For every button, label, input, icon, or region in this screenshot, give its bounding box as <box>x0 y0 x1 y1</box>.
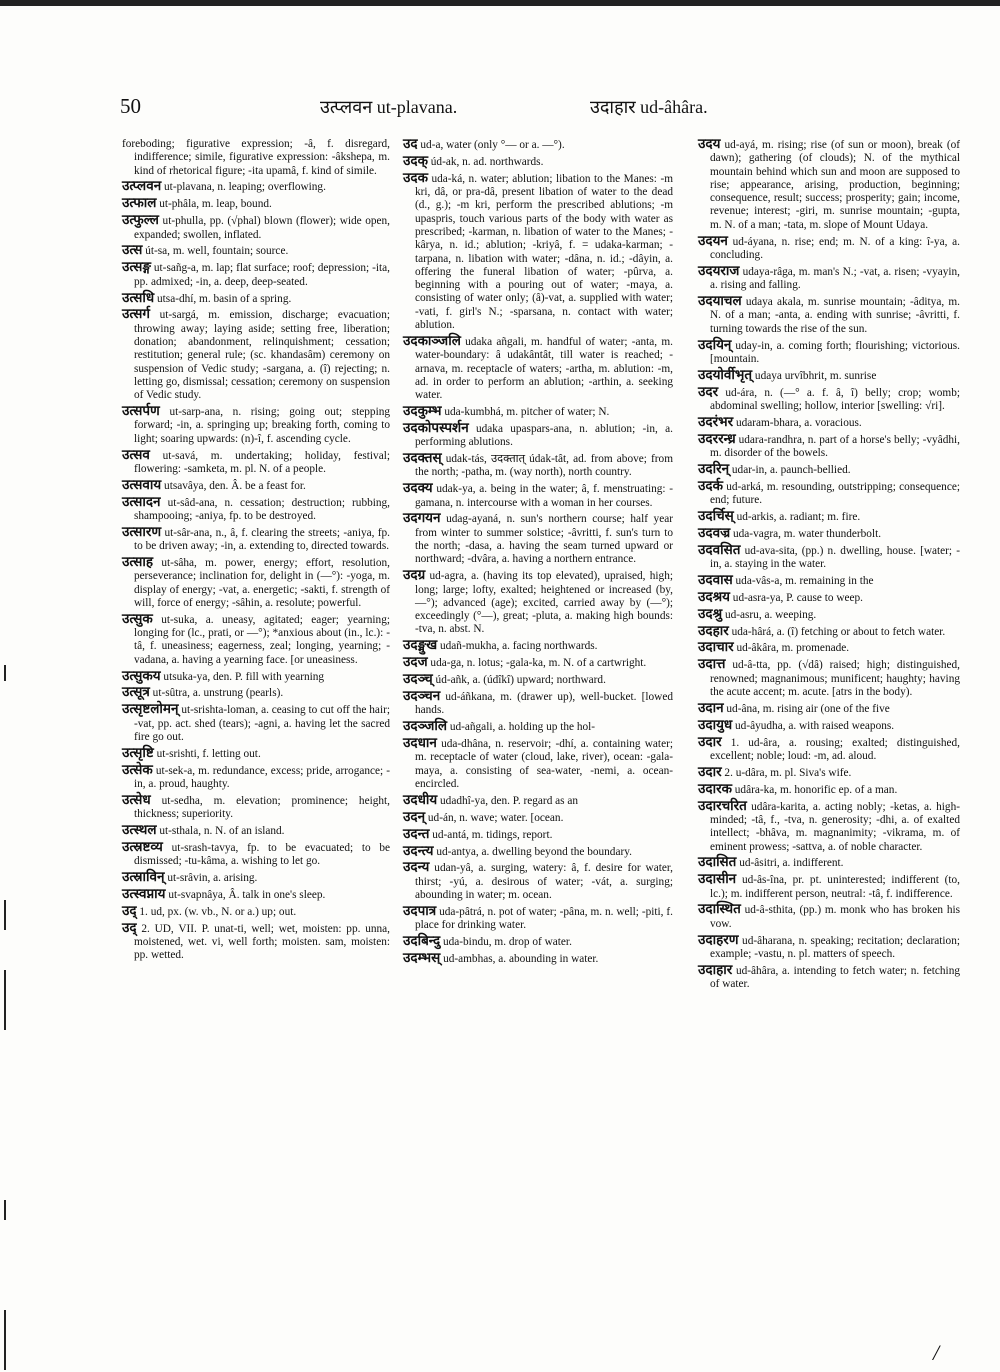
headword-devanagari: उत्प्लवन <box>122 178 162 195</box>
entry-text: ut-phâla, m. leap, bound. <box>159 198 272 211</box>
headword-devanagari: उदश्रय <box>698 588 730 605</box>
dictionary-entry <box>403 169 674 333</box>
entry-text: ut-sañg-a, m. lap; flat surface; roof; depression; -ita, pp. admixed; -in, a. deep, deep-seated. <box>134 262 390 288</box>
right-guide-word: उदाहार ud-âhâra. <box>590 97 708 117</box>
entry-text: uda-kumbhá, m. pitcher of water; N. <box>444 406 610 419</box>
headword-devanagari: उदङ्मुख <box>403 637 438 654</box>
entry-text: 1. ud-âra, a. rousing; exalted; distinguished, excellent; noble; loud: -m, ad. aloud. <box>710 736 960 762</box>
headword-devanagari: उदाचार <box>698 639 734 656</box>
entry-text: ud-â-tta, pp. (√dâ) raised; high; distinguished, renowned; magnanimous; munificent; haughty; having the acute accent; m. acute. [atrs in the body). <box>710 659 960 698</box>
headword-devanagari: उदार <box>698 733 722 750</box>
headword-devanagari: उदर्क <box>698 477 723 494</box>
dictionary-entry <box>403 569 673 636</box>
dictionary-entry <box>122 686 390 700</box>
entry-text: 1. ud, px. (w. vb., N. or a.) up; out. <box>139 905 297 918</box>
entry-text: ut-srishta-loman, a. ceasing to cut off the hair; -vat, pp. act. shed (tears); -agni, a. having let the sacred fire go out. <box>134 704 390 743</box>
entry-text: ut-plavana, n. leaping; overflowing. <box>164 181 326 194</box>
entry-text: udara-randhra, n. part of a horse's belly; -vyâdhi, m. disorder of the bowels. <box>710 433 960 459</box>
headword-devanagari: उत्सादन <box>122 493 161 510</box>
dictionary-entry <box>122 405 390 446</box>
entry-text: uda-vagra, m. water thunderbolt. <box>733 527 882 540</box>
headword-devanagari: उदयन <box>698 232 728 249</box>
entry-text: ut-sek-a, m. redundance, excess; pride, arrogance; -in, a. proud, haughty. <box>134 764 391 791</box>
dictionary-entry <box>698 524 960 541</box>
headword-devanagari: उदग्र <box>403 567 426 584</box>
entry-text: udaya akala, m. sunrise mountain; -âditya, m. N. of a man; -anta, a. ending with sunrise; -âvritti, f. turning towards the rise of the sun. <box>710 296 960 335</box>
headword-devanagari: उदन्त्य <box>403 842 434 859</box>
entry-text: ud-âs-îna, pr. pt. uninterested; indifferent (to, lc.); m. indifferent person, neutral: -tâ, f. indifference. <box>710 874 960 900</box>
dictionary-entry <box>403 808 673 825</box>
entry-text: udar-in, a. paunch-bellied. <box>731 463 851 476</box>
headword-devanagari: उदबिन्दु <box>403 933 441 950</box>
entry-text: út-sa, m. well, fountain; source. <box>145 245 289 258</box>
headword-devanagari: उदहार <box>698 622 729 639</box>
headword-devanagari: उदकाञ्जलि <box>403 332 461 349</box>
headword-devanagari: उत्स्राविन् <box>122 869 165 886</box>
dictionary-entry <box>698 460 960 477</box>
dictionary-entry <box>403 482 673 510</box>
dictionary-entry <box>403 639 673 653</box>
headword-devanagari: उदञ्च् <box>403 671 433 688</box>
dictionary-entry <box>698 507 960 524</box>
entry-text: ut-sâr-ana, n., â, f. clearing the streets; -aniya, fp. to be driven away; -in, a. extending to, directed towards. <box>134 526 390 553</box>
headword-devanagari: उदायुध <box>698 716 733 733</box>
dictionary-entry <box>403 720 673 734</box>
entry-text: uda-pâtrá, n. pot of water; -pâna, m. n. well; -piti, f. place for drinking water. <box>415 905 673 932</box>
column-2 <box>403 138 673 969</box>
headword-devanagari: उत्स्वप्नाय <box>122 886 166 903</box>
headword-devanagari: उदाहरण <box>698 931 739 948</box>
headword-devanagari: उदकुम्भ <box>403 403 442 420</box>
dictionary-entry <box>122 244 390 258</box>
dictionary-entry <box>698 366 960 383</box>
entry-text: ud-â-sthita, (pp.) m. monk who has broken his vow. <box>710 904 960 930</box>
entry-text: udâra-karita, a. acting nobly; -ketas, a. high-minded; -tâ, f., -tva, n. generosity; -dhi, a. of exalted intellect; -bhâva, m. magnanimity; -vikrama, m. of eminent prowess; -sattva, a. of noble character. <box>710 800 960 853</box>
dictionary-entry <box>122 523 390 554</box>
headword-devanagari: उत्सव <box>122 446 150 463</box>
entry-text: úd-añk, a. (údîkî) upward; northward. <box>435 674 606 687</box>
entry-text: udadhî-ya, den. P. regard as an <box>440 794 579 807</box>
headword-devanagari: उदक्तस् <box>403 450 442 467</box>
entry-text: 2. UD, VII. P. unat-ti, well; wet, moisten: pp. unna, moistened, wet. vi, well forth; moisten. sam, moisten: pp. wetted. <box>134 922 390 962</box>
dictionary-entry <box>698 430 960 461</box>
headword-devanagari: उदधीय <box>403 791 438 808</box>
dictionary-entry <box>698 605 960 622</box>
headword-devanagari: उद् <box>122 902 137 919</box>
headword-devanagari: उत्स्रष्टव्य <box>122 839 163 856</box>
dictionary-entry <box>403 791 673 808</box>
headword-devanagari: उदधान <box>403 735 437 752</box>
dictionary-entry <box>403 935 673 949</box>
headword-devanagari: उत्सृष्टि <box>122 744 154 761</box>
entry-text: ut-sarp-ana, n. rising; going out; stepping forward; -in, a. springing up; breaking forth, coming to light; soaring upwards: (n)-î, f. ascending cycle. <box>134 406 391 445</box>
entry-text: udan-yâ, a. surging, watery: â, f. desire for water, thirst; -yú, a. desirous of water; -vát, a. surging; abounding in water; m. ocean. <box>415 862 673 902</box>
dictionary-entry <box>122 761 391 792</box>
dictionary-entry <box>403 332 673 402</box>
entry-text: ut-svapnâya, Â. talk in one's sleep. <box>168 889 326 902</box>
entry-text: udag-ayaná, n. sun's northern course; half year from winter to summer solstice; -âvritti, f. sun's turn to the north; -dasa, a. having the seam turned upward or northward; -dvâra, a. having a northern entrance. <box>415 513 673 566</box>
entry-text: udaka upaspars-ana, n. ablution; -in, a. performing ablutions. <box>415 422 673 449</box>
dictionary-entry <box>122 744 390 761</box>
entry-text: ut-sthala, n. N. of an island. <box>159 825 285 838</box>
headword-devanagari: उदक <box>403 169 428 186</box>
dictionary-entry <box>698 138 960 232</box>
headword-devanagari: उदान <box>698 699 724 716</box>
dictionary-entry <box>698 716 960 733</box>
headword-devanagari: उदारक <box>698 780 732 797</box>
headword-devanagari: उदास्थित <box>698 901 741 918</box>
top-rule <box>0 0 1000 6</box>
headword-devanagari: उत्सूत्र <box>122 684 150 701</box>
dictionary-entry <box>403 825 673 842</box>
headword-devanagari: उदज <box>403 654 428 671</box>
dictionary-entry <box>698 641 960 655</box>
entry-text: ud-áñkana, m. (drawer up), well-bucket. [lowed hands. <box>415 691 674 717</box>
headword-devanagari: उत्सधि <box>122 289 155 306</box>
dictionary-entry <box>122 493 390 524</box>
dictionary-entry <box>698 383 961 414</box>
dictionary-entry <box>698 763 960 780</box>
dictionary-entry <box>698 336 961 367</box>
headword-devanagari: उत्सेध <box>122 791 151 808</box>
entry-text: udaka añgali, m. handful of water; -anta, m. water-boundary: â udakântât, till water is reached; -arnava, m. receptacle of waters; -artha, m. ablution: -m, ad. in order to perform an ablution; -arthin, a. seeking water. <box>415 335 673 402</box>
dictionary-entry <box>403 138 673 152</box>
dictionary-entry <box>403 656 673 670</box>
headword-devanagari: उदवसित <box>698 541 741 558</box>
entry-text: ud-âharana, n. speaking; recitation; declaration; example; -vastu, n. pl. matters of speech. <box>710 934 960 960</box>
dictionary-entry <box>698 961 960 992</box>
dictionary-entry <box>122 261 390 289</box>
dictionary-entry <box>122 791 390 822</box>
dictionary-entry <box>403 861 673 902</box>
headword-devanagari: उदय <box>698 136 721 152</box>
entry-text: ud-ava-sita, (pp.) n. dwelling, house. [water; -in, a. staying in the water. <box>710 544 960 571</box>
dictionary-entry <box>122 180 390 194</box>
headword-devanagari: उदरिन् <box>698 460 730 477</box>
entry-text: utsavâya, den. Â. be a feast for. <box>164 479 306 492</box>
entry-text: ud-a, water (only °— or a. —°). <box>420 139 565 151</box>
entry-text: ut-sargá, m. emission, discharge; evacuation; throwing away; laying aside; setting free, liberation; donation; abandonment, relinquishment; cessation; restitution; general rule; (sc. khandasâm) ceremony on suspension of Vedic study; -sargana, a. (î) rejecting; n. letting go, dismissal; cessation; ceremony on suspension of Vedic study. <box>134 309 390 402</box>
dictionary-entry <box>403 842 673 859</box>
dictionary-entry <box>698 477 960 508</box>
entry-text: udaram-bhara, a. voracious. <box>735 416 862 429</box>
dictionary-entry <box>403 512 673 566</box>
dictionary-entry <box>122 841 390 869</box>
entry-text: uday-in, a. coming forth; flourishing; victorious. [mountain. <box>710 339 961 365</box>
headword-devanagari: उदकोपस्पर्शन <box>403 419 469 436</box>
headword-devanagari: उदयिन् <box>698 336 732 353</box>
headword-devanagari: उदर्चिस् <box>698 507 734 524</box>
entry-text: ud-ambhas, a. abounding in water. <box>443 952 599 965</box>
page-header <box>120 94 780 124</box>
entry-text: ut-suka, a. uneasy, agitated; eager; yearning; longing for (lc., prati, or —°); *anxious about (in., lc.): -tâ, f. uneasiness; eagerness, zeal; longing, yearning; -vadana, a. having a yearning face. [or uneasiness. <box>134 613 390 666</box>
headword-devanagari: उदगयन <box>403 510 441 527</box>
dictionary-entry <box>403 405 673 419</box>
entry-text: uda-ká, n. water; ablution; libation to the Manes: -m kri, dâ, or pra-dâ, present libation of water to the dead (d., g.); -m kri, perform the prescribed ablutions; -m upaspris, touch various parts of the body with water as prescribed; -karman, n. libation of water to the Manes; -kârya, n. id.; ablution; -kriyâ, f. = udaka-karman; -tarpana, n. libation with water; -dâna, n. id.; -dâyin, a. offering the funeral libation of water; -pûrva, a. beginning with a pouring out of water; -maya, a. consisting of water only; (â)-vat, a. supplied with water; -vati, f. girl's N.; -sparsana, n. contact with water; ablution. <box>415 172 674 332</box>
column-1 <box>122 138 390 965</box>
headword-devanagari: उदवास <box>698 571 733 588</box>
entry-text: ut-srâvin, a. arising. <box>167 872 258 885</box>
entry-text: udak-ya, a. being in the water; â, f. menstruating: -gamana, n. intercourse with a woman in her courses. <box>415 483 674 509</box>
dictionary-entry <box>403 737 673 791</box>
dictionary-entry <box>698 232 960 263</box>
entry-text: udaya urvîbhrit, m. sunrise <box>754 369 877 382</box>
headword-devanagari: उत्सर्पण <box>122 403 160 420</box>
dictionary-entry <box>403 949 673 966</box>
entry-text: ud-áyana, n. rise; end; m. N. of a king: î-ya, a. concluding. <box>710 235 960 261</box>
entry-text: ut-sedha, m. elevation; prominence; height, thickness; superiority. <box>134 794 390 821</box>
headword-devanagari: उदन् <box>403 808 426 825</box>
dictionary-entry <box>403 452 673 480</box>
headword-devanagari: उत्फाल <box>122 195 157 212</box>
entry-text: udâra-ka, m. honorific ep. of a man. <box>734 783 898 796</box>
dictionary-entry <box>403 902 673 933</box>
entry-text: ud-agra, a. (having its top elevated), upraised, high; long; large; lofty, exalted; heightened or increased (by, —°); advanced (age); excited, carried away by (—°); exceedingly (°—), great; -pluta, a. making high bounds: -tva, n. abst. N. <box>415 570 673 636</box>
dictionary-entry <box>122 919 390 963</box>
entry-text: ut-srash-tavya, fp. to be evacuated; to be dismissed; -tu-kâma, a. wishing to let go. <box>134 842 390 868</box>
dictionary-entry <box>698 797 960 854</box>
headword-devanagari: उदक्य <box>403 480 433 497</box>
entry-text: udañ-mukha, a. facing northwards. <box>439 640 598 653</box>
headword-devanagari: उदात्त <box>698 656 726 673</box>
dictionary-entry <box>122 138 390 178</box>
entry-text: ud-asra-ya, P. cause to weep. <box>732 591 863 604</box>
entry-text: utsuka-ya, den. P. fill with yearning <box>163 670 325 683</box>
dictionary-entry <box>698 262 960 293</box>
dictionary-entry <box>698 733 960 764</box>
headword-devanagari: उद <box>403 136 418 152</box>
page-number: 50 <box>120 94 141 118</box>
dictionary-entry <box>122 667 390 684</box>
dictionary-entry <box>122 610 390 667</box>
dictionary-entry <box>122 556 390 610</box>
dictionary-entry <box>403 690 673 718</box>
dictionary-entry <box>403 673 673 687</box>
entry-text: ud-arká, m. resounding, outstripping; consequence; end; future. <box>710 480 960 507</box>
dictionary-entry <box>122 902 390 919</box>
entry-text: ut-sûtra, a. unstrung (pearls). <box>152 687 284 700</box>
entry-text: ud-añgali, a. holding up the hol- <box>449 721 596 734</box>
headword-devanagari: उत्स्थल <box>122 822 157 839</box>
margin-tick: / <box>933 1340 940 1365</box>
entry-text: úd-ak, n. ad. northwards. <box>430 155 544 168</box>
entry-text: uda-bindu, m. drop of water. <box>442 936 572 949</box>
entry-text: ud-âhâra, a. intending to fetch water; n. fetching of water. <box>710 964 960 991</box>
dictionary-entry <box>698 658 960 699</box>
dictionary-entry <box>698 856 960 870</box>
dictionary-entry <box>698 541 960 572</box>
dictionary-entry <box>122 888 390 902</box>
dictionary-entry <box>403 152 673 169</box>
entry-text: ud-ayá, m. rising; rise (of sun or moon), break (of dawn); gathering (of clouds); N. of the mythical mountain behind which sun and moon are supposed to rise; appearance, arising, production, beginning; consequence, result; success; prosperity; gain; income, revenue; interest; -giri, m. sunrise mountain; -gupta, m. N. of a man; -tata, m. slope of Mount Udaya. <box>710 139 961 231</box>
entry-text: ud-âkâra, m. promenade. <box>736 642 850 655</box>
entry-text: udaya-râga, m. man's N.; -vat, a. risen; -vyayin, a. rising and falling. <box>710 265 960 292</box>
headword-devanagari: उदश्रु <box>698 605 723 622</box>
headword-devanagari: उदारचरित <box>698 797 747 814</box>
dictionary-entry <box>122 197 390 211</box>
entry-text: udak-tás, उदक्तात् údak-tât, ad. from above; from the north; -patha, m. (way north), north country. <box>415 453 673 479</box>
dictionary-entry <box>122 308 390 402</box>
entry-text: ud-ára, n. (—° a. f. â, î) belly; crop; womb; abdominal swelling; hollow, interior [swelling: √ri]. <box>710 386 961 412</box>
entry-text: ud-arkis, a. radiant; m. fire. <box>736 510 861 523</box>
dictionary-entry <box>698 571 960 588</box>
dictionary-entry <box>122 214 390 242</box>
headword-devanagari: उत्सारण <box>122 523 162 540</box>
entry-text: ut-phulla, pp. (√phal) blown (flower); wide open, expanded; swollen, inflated. <box>134 215 391 241</box>
headword-devanagari: उदपात्र <box>403 902 437 919</box>
entry-text: ut-sâd-ana, n. cessation; destruction; rubbing, shampooing; -aniya, fp. to be destroyed. <box>134 496 390 522</box>
entry-text: ud-antá, m. tidings, report. <box>432 828 553 841</box>
dictionary-entry <box>122 446 390 477</box>
entry-text: ut-srishti, f. letting out. <box>156 747 261 760</box>
headword-devanagari: उदासीन <box>698 871 737 888</box>
headword-devanagari: उत्सेक <box>122 761 153 778</box>
entry-text: ut-savá, m. undertaking; holiday, festival; flowering: -samketa, m. pl. N. of a people. <box>134 449 390 475</box>
headword-devanagari: उत्सवाय <box>122 476 162 493</box>
entry-text: ut-sâha, m. power, energy; effort, resolution, perseverance; inclination for, delight in (—°): -yoga, m. display of energy; -vat, a. energetic; -sakti, f. strength of will, force of energy; -sâhin, a. resolute; powerful. <box>134 557 391 609</box>
headword-devanagari: उदयराज <box>698 262 740 279</box>
entry-text: ud-asru, a. weeping. <box>724 608 817 621</box>
dictionary-entry <box>698 931 960 962</box>
dictionary-entry <box>698 699 960 716</box>
entry-text: uda-hârá, a. (î) fetching or about to fetch water. <box>731 625 946 638</box>
dictionary-entry <box>698 295 960 336</box>
left-guide-word: उत्प्लवन ut-plavana. <box>320 97 458 117</box>
headword-devanagari: उदर <box>698 383 719 400</box>
dictionary-entry <box>698 622 960 639</box>
headword-devanagari: उत्स <box>122 242 143 259</box>
headword-devanagari: उदररन्ध्र <box>698 430 736 447</box>
headword-devanagari: उदासित <box>698 854 737 871</box>
headword-devanagari: उदन्य <box>403 859 430 876</box>
entry-text: ud-âsitri, a. indifferent. <box>739 857 844 870</box>
dictionary-entry <box>698 588 960 605</box>
entry-text: foreboding; figurative expression; -â, f. disregard, indifference; simile, figurative expression: -âkshepa, m. kind of rhetorical figure; -ita upamâ, f. kind of simile. <box>122 138 390 177</box>
headword-devanagari: उद् <box>122 919 137 936</box>
headword-devanagari: उदार <box>698 763 722 780</box>
entry-text: utsa-dhí, m. basin of a spring. <box>157 292 292 305</box>
margin-marks <box>0 650 14 1370</box>
dictionary-entry <box>403 419 673 450</box>
entry-text: uda-ga, n. lotus; -gala-ka, m. N. of a cartwright. <box>430 657 647 670</box>
headword-devanagari: उदन्त <box>403 825 430 842</box>
entry-text: ud-án, n. wave; water. [ocean. <box>427 811 564 824</box>
headword-devanagari: उत्सृष्टलोमन् <box>122 701 179 718</box>
headword-devanagari: उदयाचल <box>698 293 742 310</box>
headword-devanagari: उत्सर्ग <box>122 306 150 323</box>
entry-text: uda-vâs-a, m. remaining in the <box>735 574 874 587</box>
headword-devanagari: उत्सङ्ग <box>122 259 151 276</box>
headword-devanagari: उदञ्जलि <box>403 718 447 735</box>
dictionary-entry <box>698 780 960 797</box>
headword-devanagari: उदरंभर <box>698 413 734 430</box>
column-3 <box>698 138 960 994</box>
dictionary-entry <box>122 824 390 838</box>
headword-devanagari: उत्सुक <box>122 610 153 627</box>
entry-text: uda-dhâna, n. reservoir; -dhí, a. containing water; m. receptacle of water (cloud, lake, river), ocean: -gala-maya, a. consisting of sea-water, -nemi, a. ocean-encircled. <box>415 738 673 790</box>
headword-devanagari: उदम्भस् <box>403 949 441 966</box>
headword-devanagari: उदाहार <box>698 961 733 978</box>
dictionary-entry <box>122 289 390 306</box>
dictionary-entry <box>122 871 390 885</box>
entry-text: ud-âyudha, a. with raised weapons. <box>735 719 895 732</box>
headword-devanagari: उत्फुल्ल <box>122 212 159 229</box>
entry-text: ud-antya, a. dwelling beyond the boundary. <box>436 845 632 858</box>
headword-devanagari: उदवज्र <box>698 524 731 541</box>
dictionary-entry <box>698 903 960 931</box>
dictionary-entry <box>698 873 960 901</box>
dictionary-entry <box>698 413 960 430</box>
headword-devanagari: उत्साह <box>122 554 154 571</box>
entry-text: ud-âna, m. rising air (one of the five <box>726 702 890 715</box>
dictionary-entry <box>122 476 390 493</box>
headword-devanagari: उत्सुकय <box>122 667 161 684</box>
dictionary-entry <box>122 703 390 744</box>
headword-devanagari: उदयोर्वीभृत् <box>698 366 753 383</box>
entry-text: 2. u-dâra, m. pl. Siva's wife. <box>724 766 852 779</box>
headword-devanagari: उदक् <box>403 152 428 169</box>
headword-devanagari: उदञ्चन <box>403 688 441 704</box>
